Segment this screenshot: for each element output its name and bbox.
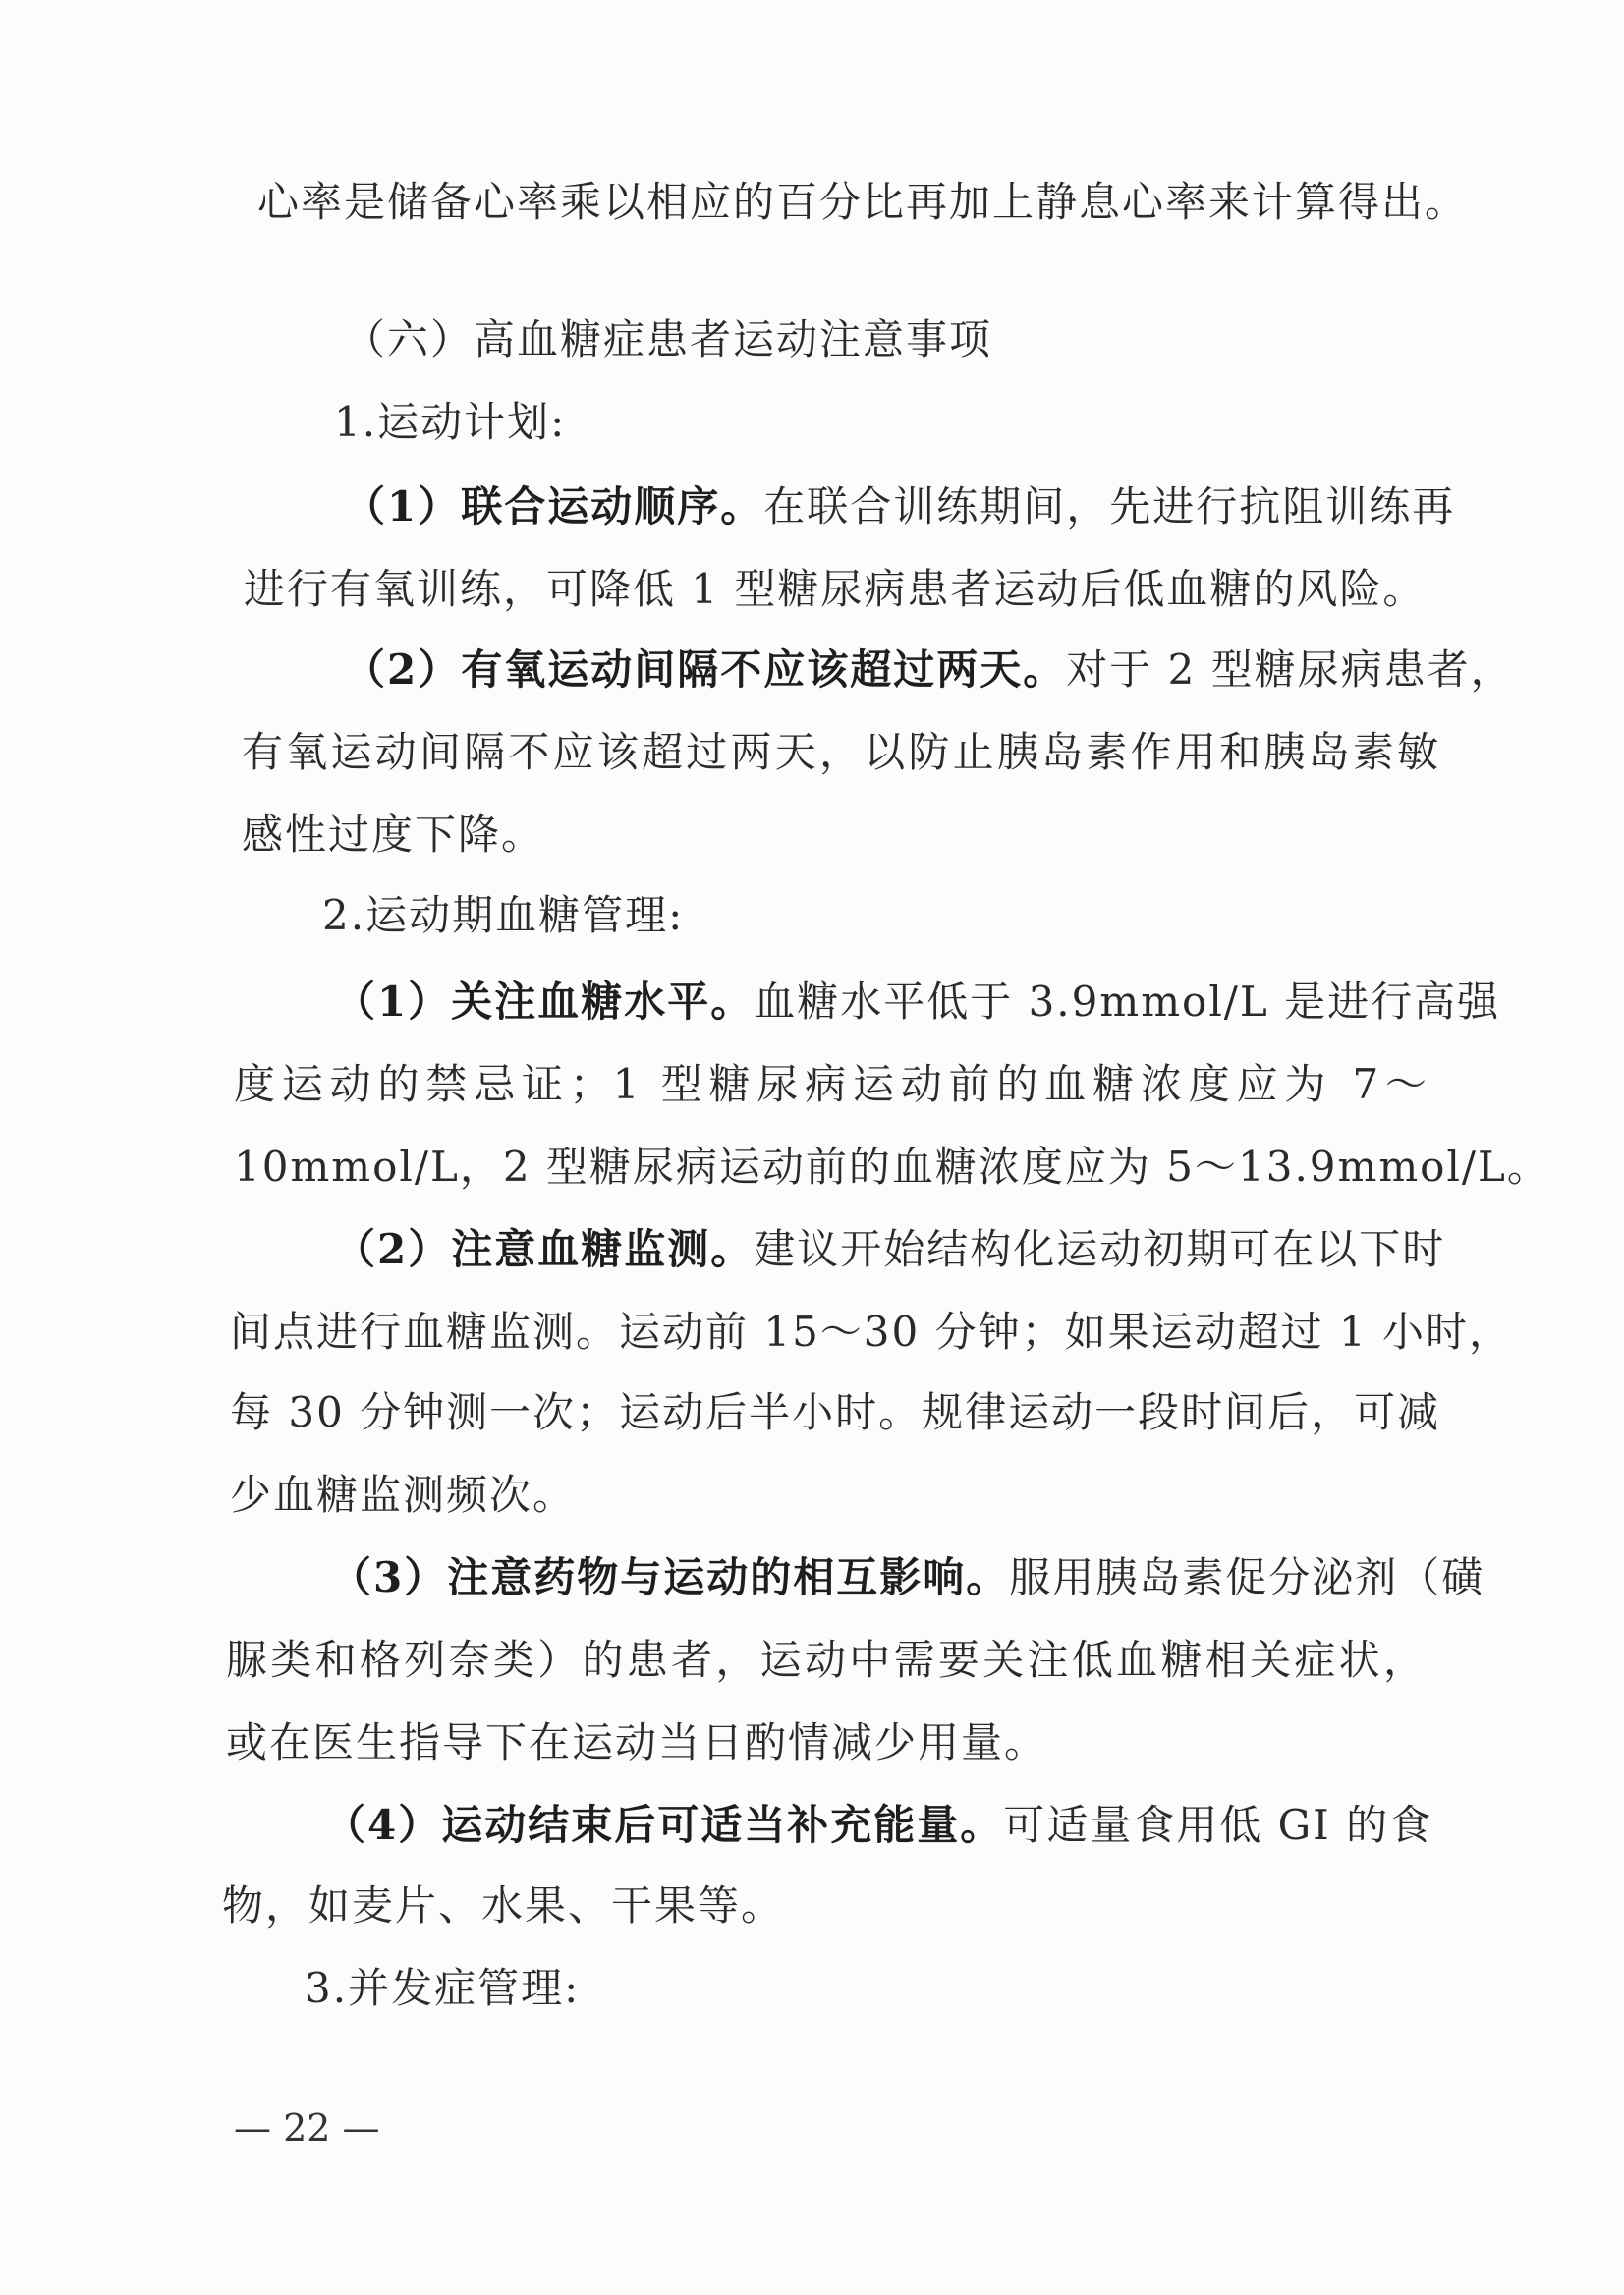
- paragraph-line: [344, 479, 1456, 534]
- paragraph-line: 进行有氧训练，可降低 1 型糖尿病患者运动后低血糖的风险。: [244, 565, 1427, 613]
- subsection-heading: 1.运动计划:: [334, 398, 567, 446]
- paragraph-line: 10mmol/L，2 型糖尿病运动前的血糖浓度应为 5～13.9mmol/L。: [234, 1143, 1550, 1191]
- item-text: 对于 2 型糖尿病患者，: [1066, 645, 1514, 694]
- subsection-heading: 2.运动期血糖管理:: [322, 891, 685, 939]
- paragraph-line: 感性过度下降。: [242, 811, 545, 859]
- item-heading: （3）注意药物与运动的相互影响。: [330, 1553, 1010, 1601]
- paragraph-line: [324, 1798, 1433, 1853]
- paragraph-line: [330, 1550, 1485, 1605]
- paragraph-line: 度运动的禁忌证；1 型糖尿病运动前的血糖浓度应为 7～: [234, 1060, 1428, 1108]
- paragraph-line: 少血糖监测频次。: [230, 1471, 577, 1519]
- item-text: 建议开始结构化运动初期可在以下时: [754, 1225, 1446, 1273]
- item-text: 在联合训练期间，先进行抗阻训练再: [763, 482, 1456, 531]
- item-heading: （2）有氧运动间隔不应该超过两天。: [344, 645, 1067, 694]
- section-heading: （六）高血糖症患者运动注意事项: [344, 315, 993, 364]
- paragraph-line: 或在医生指导下在运动当日酌情减少用量。: [226, 1718, 1048, 1766]
- item-heading: （1）联合运动顺序。: [344, 482, 764, 531]
- paragraph-line: [344, 643, 1514, 698]
- page-number: — 22 —: [234, 2106, 380, 2150]
- paragraph-line: 间点进行血糖监测。运动前 15～30 分钟；如果运动超过 1 小时，: [230, 1308, 1513, 1356]
- item-heading: （1）关注血糖水平。: [334, 978, 755, 1026]
- item-heading: （2）注意血糖监测。: [334, 1225, 755, 1273]
- paragraph-line: 有氧运动间隔不应该超过两天，以防止胰岛素作用和胰岛素敏: [242, 728, 1440, 776]
- paragraph-line: [334, 1222, 1446, 1277]
- paragraph-line: [334, 975, 1501, 1030]
- item-heading: （4）运动结束后可适当补充能量。: [324, 1801, 1004, 1849]
- item-text: 血糖水平低于 3.9mmol/L 是进行高强: [754, 978, 1501, 1026]
- paragraph-line: 每 30 分钟测一次；运动后半小时。规律运动一段时间后，可减: [230, 1388, 1441, 1436]
- item-text: 可适量食用低 GI 的食: [1003, 1801, 1433, 1849]
- paragraph-line: 脲类和格列奈类）的患者，运动中需要关注低血糖相关症状，: [226, 1636, 1427, 1684]
- item-text: 服用胰岛素促分泌剂（磺: [1009, 1553, 1485, 1601]
- paragraph-line: 物，如麦片、水果、干果等。: [222, 1881, 785, 1930]
- text-line: 心率是储备心率乘以相应的百分比再加上静息心率来计算得出。: [257, 178, 1469, 226]
- subsection-heading: 3.并发症管理:: [305, 1964, 581, 2012]
